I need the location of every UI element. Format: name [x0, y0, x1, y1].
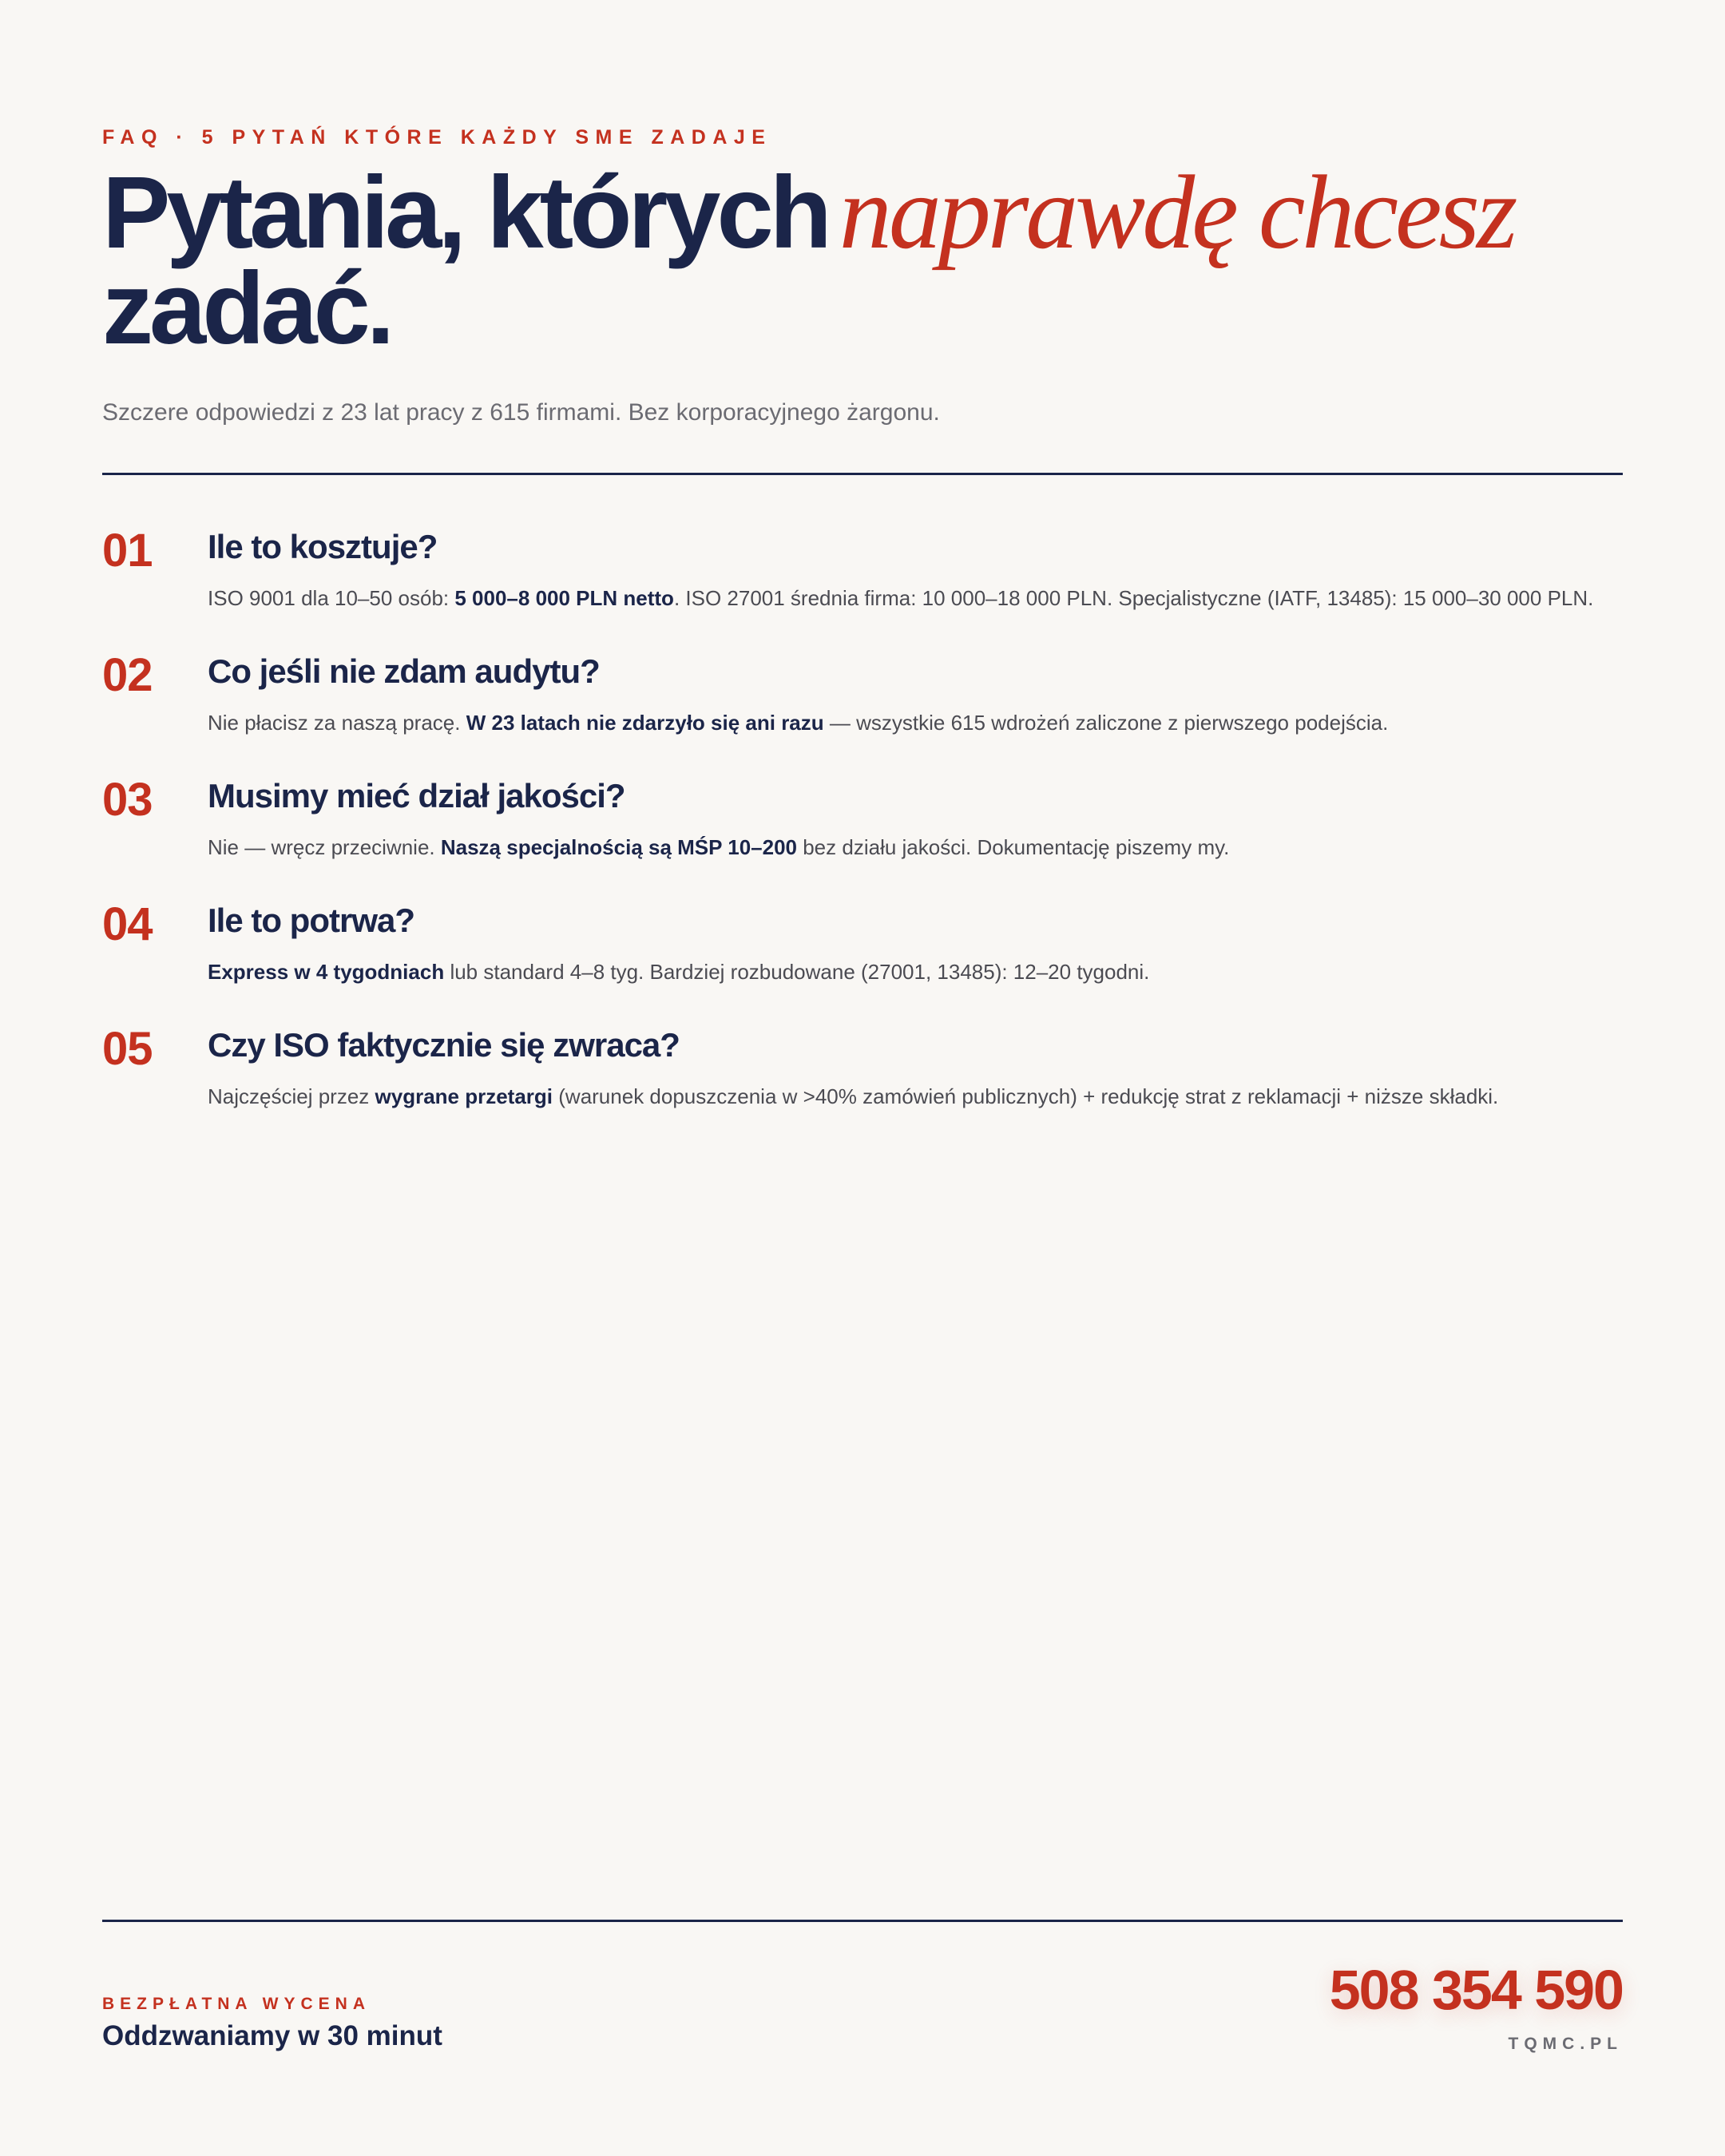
cta-label: BEZPŁATNA WYCENA [102, 1995, 371, 2013]
faq-answer [208, 830, 1621, 865]
phone-number-link[interactable]: 508 354 590 [1329, 1959, 1623, 2021]
headline-accent: naprawdę chcesz [839, 153, 1515, 271]
faq-item-2 [102, 648, 1623, 740]
top-divider [102, 473, 1623, 475]
faq-answer [208, 705, 1621, 740]
faq-page [102, 0, 1623, 2156]
faq-answer [208, 1079, 1621, 1114]
faq-question: Ile to potrwa? [208, 902, 414, 939]
faq-question: Ile to kosztuje? [208, 528, 438, 565]
answer-text: ISO 9001 dla 10–50 osób: [208, 586, 455, 610]
cta-text: Oddzwaniamy w 30 minut [102, 2020, 442, 2051]
answer-highlight: 5 000–8 000 PLN netto [454, 586, 674, 610]
faq-content [208, 772, 1623, 865]
faq-number: 05 [102, 1023, 153, 1075]
bottom-divider [102, 1920, 1623, 1922]
faq-answer [208, 954, 1621, 989]
faq-content [208, 1021, 1623, 1114]
faq-item-5 [102, 1021, 1623, 1114]
answer-text: — wszystkie 615 wdrożeń zaliczone z pierwszego podejścia. [823, 711, 1389, 735]
answer-text: Najczęściej przez [208, 1084, 375, 1108]
faq-item-4 [102, 897, 1623, 989]
answer-text: lub standard 4–8 tyg. Bardziej rozbudowane (27001, 13485): 12–20 tygodni. [444, 960, 1150, 984]
answer-highlight: W 23 latach nie zdarzyło się ani razu [466, 711, 824, 735]
answer-text: (warunek dopuszczenia w >40% zamówień publicznych) + redukcję strat z reklamacji + niższe składki. [553, 1084, 1499, 1108]
page-title [102, 153, 1623, 366]
faq-question: Czy ISO faktycznie się zwraca? [208, 1026, 680, 1064]
faq-content [208, 648, 1623, 740]
faq-answer [208, 581, 1621, 616]
answer-text: bez działu jakości. Dokumentację piszemy my. [797, 835, 1230, 859]
answer-highlight: Naszą specjalnością są MŚP 10–200 [440, 835, 797, 859]
faq-question: Co jeśli nie zdam audytu? [208, 652, 600, 690]
faq-item-3 [102, 772, 1623, 865]
faq-content [208, 523, 1623, 616]
faq-question: Musimy mieć dział jakości? [208, 777, 625, 814]
headline-main: Pytania, których [102, 156, 828, 270]
faq-number: 03 [102, 774, 153, 826]
answer-text: . ISO 27001 średnia firma: 10 000–18 000 PLN. Specjalistyczne (IATF, 13485): 15 000–30 000 PLN. [673, 586, 1594, 610]
eyebrow-label: FAQ · 5 PYTAŃ KTÓRE KAŻDY SME ZADAJE [102, 126, 772, 149]
website-link[interactable]: TQMC.PL [1508, 2035, 1623, 2053]
faq-number: 04 [102, 898, 153, 950]
page-subtitle: Szczere odpowiedzi z 23 lat pracy z 615 firmami. Bez korporacyjnego żargonu. [102, 399, 940, 426]
faq-number: 01 [102, 525, 153, 577]
answer-highlight: Express w 4 tygodniach [208, 960, 445, 984]
faq-item-1 [102, 523, 1623, 616]
faq-number: 02 [102, 649, 153, 701]
faq-content [208, 897, 1623, 989]
answer-text: Nie płacisz za naszą pracę. [208, 711, 466, 735]
answer-text: Nie — wręcz przeciwnie. [208, 835, 441, 859]
faq-list [102, 523, 1623, 1146]
headline-end: zadać. [102, 252, 391, 366]
answer-highlight: wygrane przetargi [375, 1084, 553, 1108]
